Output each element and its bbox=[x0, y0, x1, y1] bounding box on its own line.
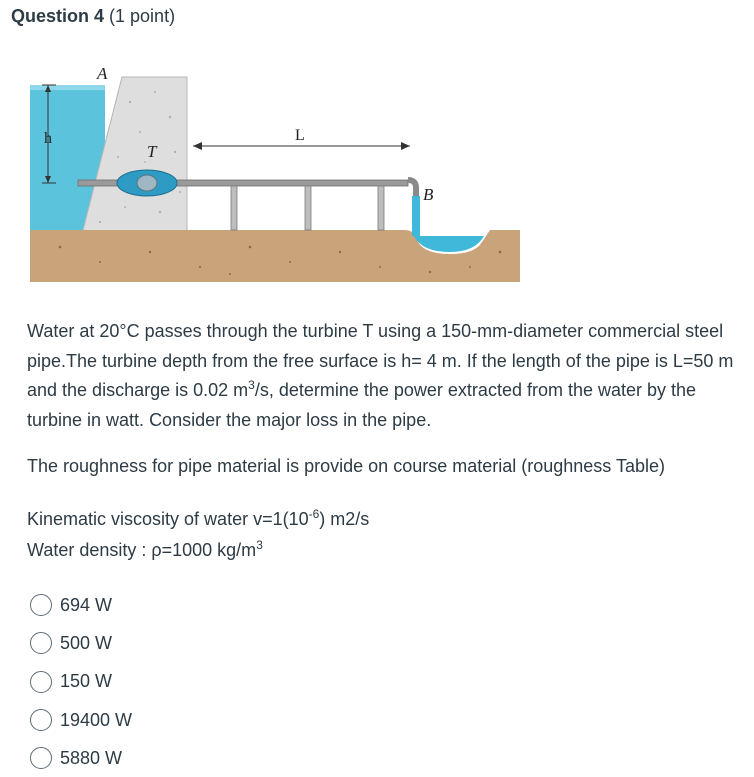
label-A: A bbox=[97, 64, 108, 83]
question-points: (1 point) bbox=[109, 6, 176, 26]
answer-option[interactable] bbox=[30, 586, 132, 624]
label-T: T bbox=[147, 142, 157, 161]
density-line: Water density : ρ=1000 $kg/m^3$ bbox=[27, 538, 263, 560]
answer-label: 5880 W bbox=[60, 747, 123, 768]
label-B: B bbox=[423, 185, 434, 204]
question-paragraph-1: Water at 20°C passes through the turbine T using a 150-mm-diameter commercial steel pipe.The turbine depth from the free surface is h= 4 m. If the length of the pipe is L=50 m and the discharge is 0.02 $m^3/s$, determine the power extracted from the water by the turbine in watt. Consider the major loss in the pipe. bbox=[27, 321, 734, 430]
radio-button[interactable] bbox=[30, 747, 52, 769]
answer-option[interactable] bbox=[30, 663, 132, 701]
turbine-diagram bbox=[30, 62, 520, 282]
answer-label: 694 W bbox=[60, 594, 113, 615]
radio-button[interactable] bbox=[30, 632, 52, 654]
radio-button[interactable] bbox=[30, 671, 52, 693]
radio-button[interactable] bbox=[30, 709, 52, 731]
radio-button[interactable] bbox=[30, 594, 52, 616]
answer-options bbox=[30, 586, 132, 777]
label-h: h bbox=[44, 130, 52, 147]
answer-option[interactable] bbox=[30, 739, 132, 777]
question-paragraph-2: The roughness for pipe material is provide on course material (roughness Table) bbox=[27, 456, 665, 476]
outlet-stream bbox=[412, 196, 420, 236]
answer-label: 500 W bbox=[60, 632, 113, 653]
answer-label: 150 W bbox=[60, 671, 113, 692]
answer-option[interactable] bbox=[30, 701, 132, 739]
answer-option[interactable] bbox=[30, 624, 132, 662]
question-header bbox=[11, 6, 175, 27]
question-title: Question 4 bbox=[11, 6, 105, 26]
answer-label: 19400 W bbox=[60, 709, 133, 730]
given-values bbox=[27, 504, 369, 566]
label-L: L bbox=[295, 127, 305, 144]
viscosity-line: Kinematic viscosity of water $v=1(10^{-6})$ m2/s bbox=[27, 507, 370, 529]
